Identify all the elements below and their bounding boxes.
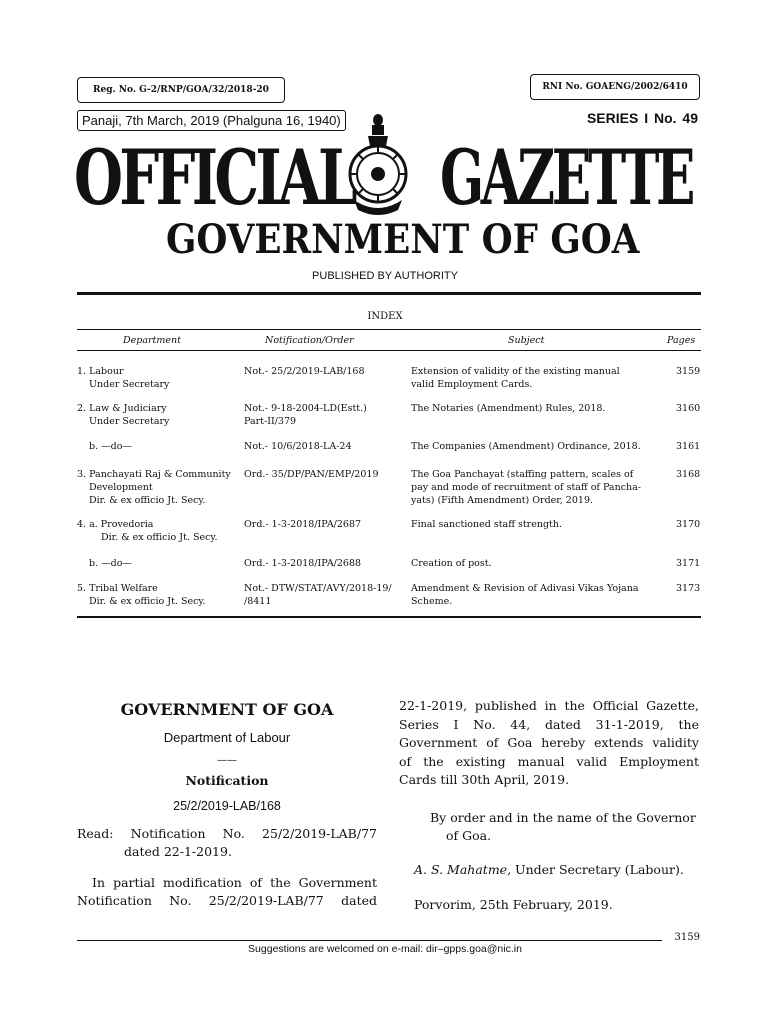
row-dept: 3. Panchayati Raj & Community Development Dir. & ex officio Jt. Secy. bbox=[77, 469, 231, 506]
series-number: SERIES I No. 49 bbox=[586, 110, 698, 126]
row-subject: The Companies (Amendment) Ordinance, 2018. bbox=[411, 441, 641, 452]
paragraph-line: Notification No. 25/2/2019-LAB/77 dated bbox=[77, 893, 377, 908]
paragraph-line: Series I No. 44, dated 31-1-2019, the bbox=[399, 716, 699, 732]
notice-left-column bbox=[77, 700, 377, 911]
row-notification: Not.- 10/6/2018-LA-24 bbox=[244, 441, 352, 452]
masthead-rule bbox=[77, 292, 701, 295]
notice-separator: —— bbox=[217, 754, 237, 766]
row-dept: b. —do— bbox=[89, 441, 132, 452]
index-bottom-rule bbox=[77, 616, 701, 618]
column-header-pages: Pages bbox=[667, 335, 696, 346]
row-subject: Final sanctioned staff strength. bbox=[411, 519, 563, 530]
index-title: INDEX bbox=[367, 311, 403, 322]
notice-type: Notification bbox=[185, 772, 269, 788]
column-header-department: Department bbox=[123, 335, 181, 346]
row-notification: Ord.- 35/DP/PAN/EMP/2019 bbox=[244, 469, 379, 480]
row-subject: The Notaries (Amendment) Rules, 2018. bbox=[411, 403, 606, 414]
row-dept: 5. Tribal Welfare Dir. & ex officio Jt. Secy. bbox=[77, 583, 206, 607]
paragraph-line: of the existing manual valid Employment bbox=[399, 753, 699, 769]
footer-rule bbox=[77, 940, 662, 941]
row-page: 3160 bbox=[676, 403, 701, 414]
row-dept: b. —do— bbox=[89, 558, 132, 569]
column-header-subject: Subject bbox=[508, 335, 545, 346]
order-line: By order and in the name of the Governor bbox=[430, 809, 696, 825]
read-label: Read: bbox=[77, 825, 114, 841]
rni-number-box bbox=[530, 74, 700, 100]
issue-date: Panaji, 7th March, 2019 (Phalguna 16, 1940) bbox=[82, 113, 341, 128]
row-subject: Extension of validity of the existing manual valid Employment Cards. bbox=[411, 366, 620, 390]
footer-suggestion: Suggestions are welcomed on e-mail: dir–gpps.goa@nic.in bbox=[248, 943, 522, 955]
paragraph-line: Cards till 30th April, 2019. bbox=[399, 772, 570, 787]
row-subject: Creation of post. bbox=[411, 558, 492, 569]
row-dept: 2. Law & Judiciary Under Secretary bbox=[77, 403, 170, 427]
row-notification: Not.- 9-18-2004-LD(Estt.) Part-II/379 bbox=[244, 403, 367, 427]
place-date: Porvorim, 25th February, 2019. bbox=[414, 897, 613, 912]
signatory bbox=[399, 861, 699, 880]
index-header-rule-top bbox=[77, 329, 701, 330]
signatory-name: A. S. Mahatme, bbox=[414, 861, 512, 877]
paragraph-line: Government of Goa hereby extends validity bbox=[399, 735, 699, 750]
registration-number: Reg. No. G-2/RNP/GOA/32/2018-20 bbox=[93, 85, 269, 95]
masthead-gazette: GAZETTE bbox=[440, 133, 693, 222]
row-notification: Ord.- 1-3-2018/IPA/2687 bbox=[244, 519, 362, 530]
row-page: 3170 bbox=[676, 519, 701, 530]
column-header-notification: Notification/Order bbox=[265, 335, 354, 346]
row-page: 3168 bbox=[676, 469, 701, 480]
paragraph-line: In partial modification of the Government bbox=[92, 874, 377, 890]
published-by-authority: PUBLISHED BY AUTHORITY bbox=[312, 270, 458, 282]
row-page: 3173 bbox=[676, 583, 701, 594]
read-reference: Notification No. 25/2/2019-LAB/77 bbox=[130, 825, 377, 841]
masthead-government-of-goa: GOVERNMENT OF GOA bbox=[166, 216, 640, 263]
rni-number: RNI No. GOAENG/2002/6410 bbox=[542, 82, 688, 92]
notice-right-column bbox=[399, 697, 699, 915]
row-notification: Not.- 25/2/2019-LAB/168 bbox=[244, 366, 365, 377]
row-subject: The Goa Panchayat (staffing pattern, scales of pay and mode of recruitment of staff of Pancha- yats) (Fifth Amendment) Order, 2019. bbox=[411, 469, 642, 506]
row-page: 3171 bbox=[676, 558, 701, 569]
row-notification: Not.- DTW/STAT/AVY/2018-19/ /8411 bbox=[244, 583, 392, 607]
notice-department: Department of Labour bbox=[163, 730, 291, 745]
notice-read bbox=[77, 825, 377, 844]
order-line: of Goa. bbox=[446, 828, 492, 843]
row-page: 3161 bbox=[676, 441, 701, 452]
notice-number: 25/2/2019-LAB/168 bbox=[173, 799, 281, 813]
notice-heading: GOVERNMENT OF GOA bbox=[120, 700, 334, 719]
read-date: dated 22-1-2019. bbox=[124, 844, 232, 859]
issue-date-box bbox=[77, 110, 346, 131]
page-number: 3159 bbox=[674, 932, 700, 943]
signatory-title: Under Secretary (Labour). bbox=[515, 861, 684, 877]
row-subject: Amendment & Revision of Adivasi Vikas Yojana Scheme. bbox=[411, 583, 639, 607]
masthead-official: OFFICIAL bbox=[74, 133, 354, 222]
row-dept: 4. a. Provedoria Dir. & ex officio Jt. Secy. bbox=[77, 519, 218, 543]
row-dept: 1. Labour Under Secretary bbox=[77, 366, 170, 390]
paragraph-line: 22-1-2019, published in the Official Gazette, bbox=[399, 698, 699, 713]
row-notification: Ord.- 1-3-2018/IPA/2688 bbox=[244, 558, 362, 569]
index-header-rule-bottom bbox=[77, 350, 701, 351]
registration-number-box bbox=[77, 77, 285, 103]
row-page: 3159 bbox=[676, 366, 701, 377]
